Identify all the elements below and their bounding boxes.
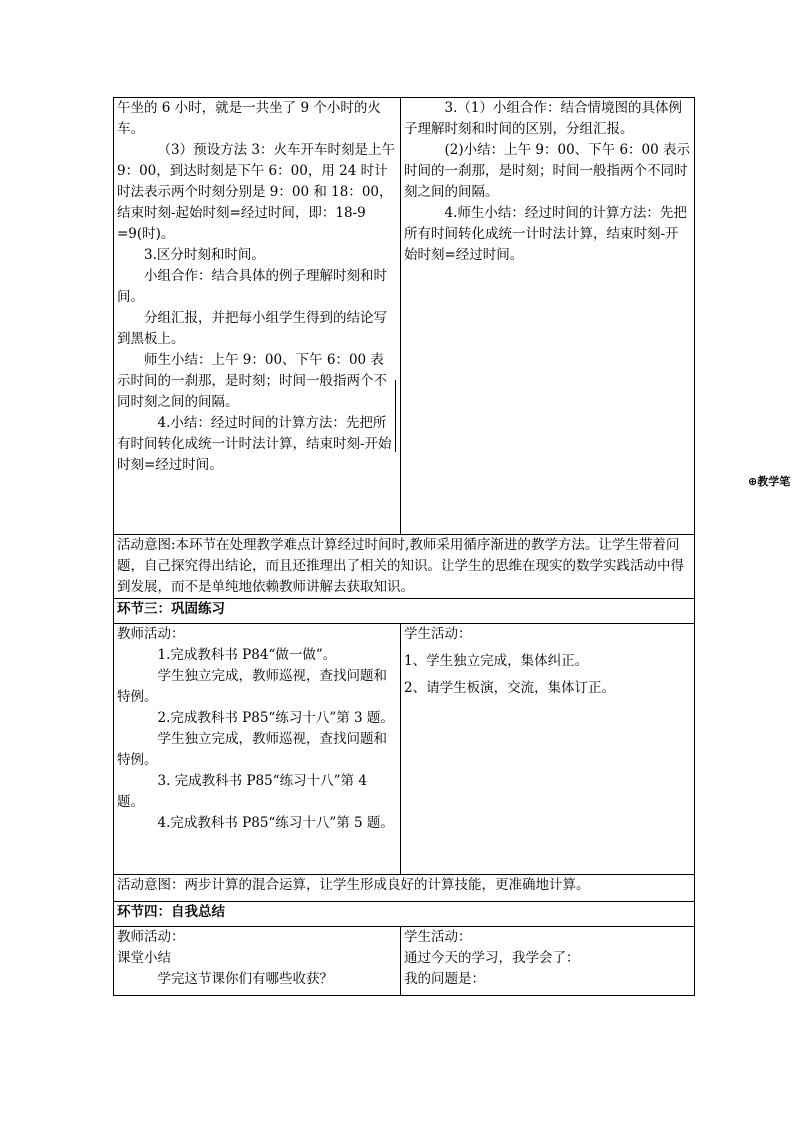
table-row [114,927,695,996]
paragraph: 1.完成教科书 P84“做一做”。 [157,647,337,663]
continued-teacher-cell [114,98,401,535]
table-row [114,599,695,624]
paragraph: (2)小结：上午 9：00、下午 6：00 表示时间的一刹那，是时刻；时间一般指两个不同时刻之间的间隔。 [404,142,691,200]
section-heading: 环节四：自我总结 [114,902,695,927]
student-activity-cell [401,927,695,996]
activity-intent-text: 活动意图：两步计算的混合运算，让学生形成良好的计算技能，更准确地计算。 [117,877,590,893]
lesson-plan-table [113,97,695,996]
paragraph: 3.（1）小组合作：结合情境图的具体例子理解时刻和时间的区别，分组汇报。 [404,100,682,137]
activity-intent-text: 活动意图:本环节在处理教学难点计算经过时间时,教师采用循序渐进的教学方法。让学生带着问题，自己探究得出结论，而且还推理出了相关的知识。让学生的思维在现实的数学实践活动中得到发展，而不是单纯地依赖教师讲解去获取知识。 [117,537,684,595]
paragraph: 师生小结：上午 9：00、下午 6：00 表示时间的一刹那，是时刻；时间一般指两个不同时刻之间的间隔。 [117,352,387,410]
column-divider [395,380,396,452]
paragraph: 学生独立完成，教师巡视，查找问题和特例。 [117,668,387,705]
paragraph: 课堂小结 [117,950,171,966]
paragraph: 4.小结：经过时间的计算方法：先把所有时间转化成统一计时法计算，结束时刻-开始时刻=经过时间。 [117,415,392,473]
table-row [114,98,695,535]
table-row [114,624,695,875]
teacher-activity-cell [114,927,401,996]
section-heading: 环节三：巩固练习 [114,599,695,624]
paragraph: 1、学生独立完成，集体纠正。 [404,653,589,669]
table-row [114,902,695,927]
paragraph: 分组汇报，并把每小组学生得到的结论写到黑板上。 [117,310,387,347]
paragraph: 通过今天的学习，我学会了： [404,950,580,966]
teacher-activity-label: 教师活动： [117,626,185,642]
table-row [114,875,695,902]
paragraph: 3. 完成教科书 P85“练习十八”第 4 题。 [117,773,367,810]
paragraph: 小组合作：结合具体的例子理解时刻和时间。 [117,268,387,305]
paragraph: 学生独立完成，教师巡视，查找问题和特例。 [117,731,387,768]
paragraph: 2.完成教科书 P85“练习十八”第 3 题。 [157,710,394,726]
paragraph: 4.完成教科书 P85“练习十八”第 5 题。 [157,815,394,831]
paragraph: （3）预设方法 3：火车开车时刻是上午 9：00，到达时刻是下午 6：00，用 24 时计时法表示两个时刻分别是 9：00 和 18：00，结束时刻-起始时刻=经过时间，即：18-9 =9(时)。 [117,142,395,242]
paragraph: 学完这节课你们有哪些收获？ [157,971,333,987]
paragraph: 2、请学生板演，交流，集体订正。 [404,680,616,696]
table-row [114,535,695,599]
paragraph: 4.师生小结：经过时间的计算方法：先把所有时间转化成统一计时法计算，结束时刻-开始时刻=经过时间。 [404,205,687,263]
paragraph: 我的问题是： [404,971,485,987]
teacher-activity-cell [114,624,401,875]
teacher-activity-label: 教师活动： [117,929,185,945]
student-activity-label: 学生活动： [404,626,472,642]
paragraph: 午坐的 6 小时，就是一共坐了 9 个小时的火车。 [117,100,381,137]
side-note: ⊕教学笔 [748,475,791,488]
student-activity-label: 学生活动： [404,929,472,945]
activity-intent-cell [114,535,695,599]
activity-intent-cell [114,875,695,902]
student-activity-cell [401,624,695,875]
continued-student-cell [401,98,695,535]
paragraph: 3.区分时刻和时间。 [144,247,265,263]
